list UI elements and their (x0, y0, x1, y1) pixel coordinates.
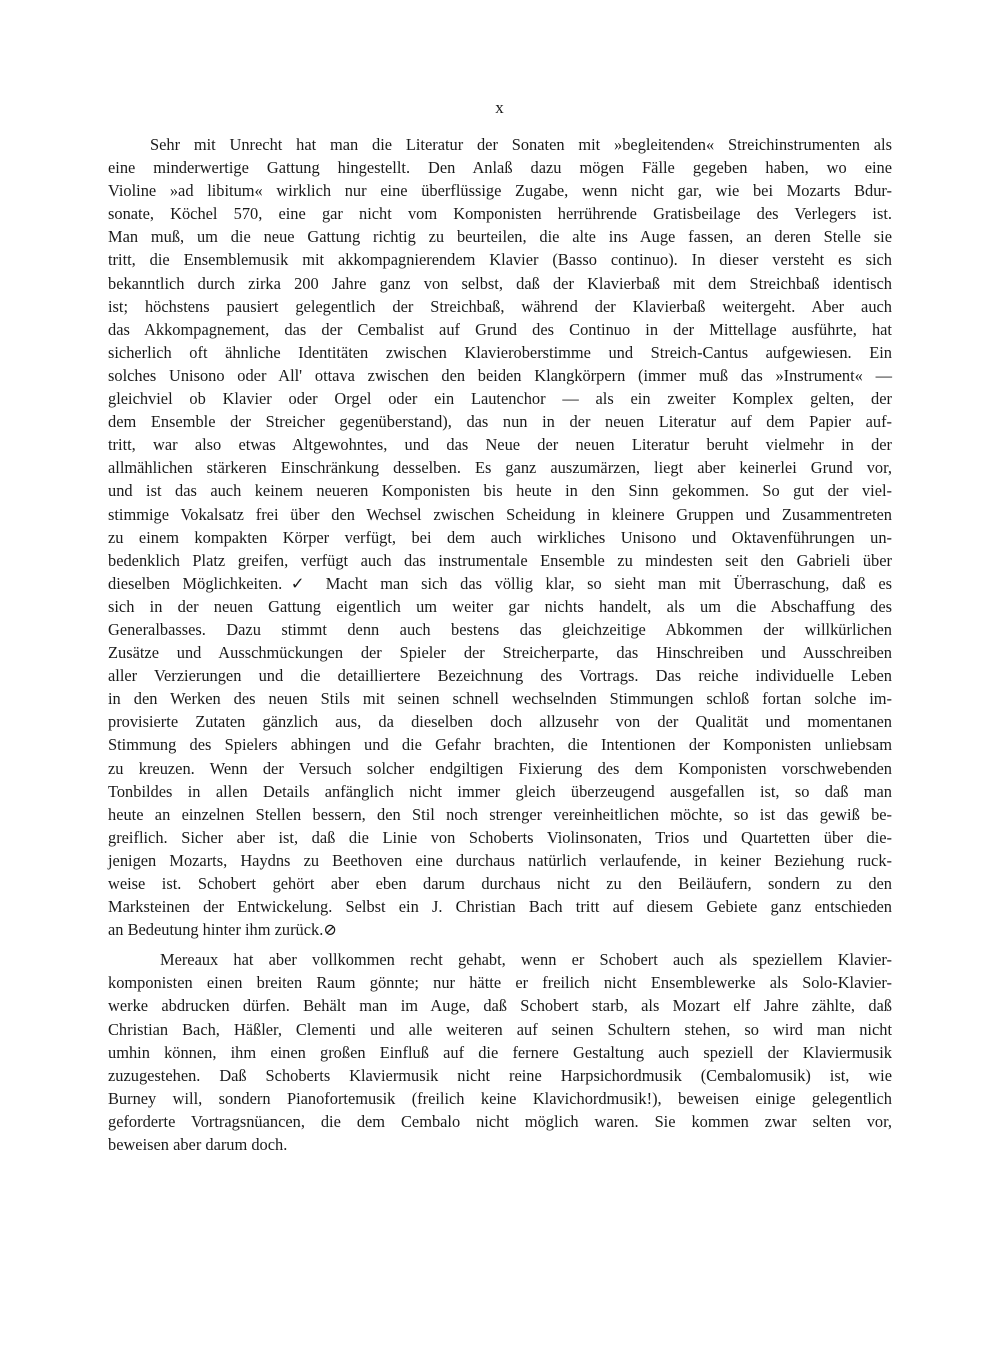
text-line: gleichviel ob Klavier oder Orgel oder ein Lautenchor — als ein zweiter Komplex gelten, der (108, 389, 892, 409)
text-line: zuzugestehen. Daß Schoberts Klaviermusik nicht reine Harpsichordmusik (Cembalomusik) ist, wie (108, 1065, 892, 1085)
text-line: komponisten einen breiten Raum gönnte; nur hätte er freilich nicht Ensemblewerke als Solo-Klavier- (108, 973, 892, 993)
text-line: werke abdrucken dürfen. Behält man im Auge, daß Schobert starb, als Mozart elf Jahre zählte, daß (108, 996, 892, 1016)
text-line: tritt, war also etwas Altgewohntes, und das Neue der neuen Literatur beruht vielmehr in der (108, 435, 892, 455)
text-line: tritt, die Ensemblemusik mit akkompagnierendem Klavier (Basso continuo). In dieser versteht es sich (108, 250, 892, 270)
text-line: dem Ensemble der Streicher gegenüberstand), das nun in der neuen Literatur auf dem Papier auf- (108, 412, 892, 432)
text-line: Tonbildes in allen Details anfänglich nicht immer gleich überzeugend ausgefallen ist, so daß man (108, 781, 892, 801)
text-line: allmählichen stärkeren Einschränkung desselben. Es ganz auszumärzen, liegt aber keinerlei Grund vor, (108, 458, 892, 478)
paragraph-spacer (108, 941, 892, 948)
text-line: und ist das auch keinem neueren Komponisten bis heute in den Sinn gekommen. So gut der viel- (108, 481, 892, 501)
text-line: greiflich. Sicher aber ist, daß die Linie von Schoberts Violinsonaten, Trios und Quartetten über die- (108, 827, 892, 847)
text-line: bekanntlich durch zirka 200 Jahre ganz von selbst, daß der Klavierbaß mit dem Streichbaß identisch (108, 273, 892, 293)
text-line: Generalbasses. Dazu stimmt denn auch bestens das gleichzeitige Abkommen der willkürlichen (108, 619, 892, 639)
text-line: heute an einzelnen Stellen bessern, den Stil noch strenger vereinheitlichen möchte, so ist das gewiß be- (108, 804, 892, 824)
text-line: beweisen aber darum doch. (108, 1135, 288, 1155)
text-line: stimmige Vokalsatz frei über den Wechsel zwischen Scheidung in kleinere Gruppen und Zusammentreten (108, 504, 892, 524)
text-line: in den Werken des neuen Stils mit seinen schnell wechselnden Stimmungen schloß fortan solche im- (108, 689, 892, 709)
paragraph-2 (108, 948, 892, 1156)
text-line: Mereaux hat aber vollkommen recht gehabt, wenn er Schobert auch als speziellem Klavier- (160, 950, 892, 970)
text-line: bedenklich Platz greifen, verfügt auch das instrumentale Ensemble zu mindesten seit den Gabrieli über (108, 550, 892, 570)
paragraph-1 (108, 133, 892, 941)
text-line: das Akkompagnement, das der Cembalist auf Grund des Continuo in der Mittellage ausführte, hat (108, 319, 892, 339)
text-line: an Bedeutung hinter ihm zurück.⊘ (108, 920, 338, 940)
text-line: Christian Bach, Häßler, Clementi und alle weiteren auf seinen Schultern stehen, so wird man nicht (108, 1019, 892, 1039)
body-text (108, 133, 892, 1156)
text-line: Violine »ad libitum« wirklich nur eine überflüssige Zugabe, wenn nicht gar, wie bei Mozarts Bdur- (108, 181, 892, 201)
text-line: provisierte Zutaten gänzlich aus, da dieselben doch allzusehr von der Qualität und momentanen (108, 712, 892, 732)
text-line: jenigen Mozarts, Haydns zu Beethoven eine durchaus natürlich verlaufende, in keiner Beziehung ruck- (108, 850, 892, 870)
text-line: solches Unisono oder All' ottava zwischen den beiden Klangkörpern (immer muß das »Instrument« — (108, 365, 892, 385)
text-line: geforderte Vortragsnüancen, die dem Cembalo nicht möglich waren. Sie kommen zwar selten vor, (108, 1111, 892, 1131)
text-line: zu einem kompakten Körper verfügt, bei dem auch wirkliches Unisono und Oktavenführungen un- (108, 527, 892, 547)
text-line: Zusätze und Ausschmückungen der Spieler der Streicherparte, das Hinschreiben und Ausschreiben (108, 643, 892, 663)
text-line: Stimmung des Spielers abhingen und die Gefahr brachten, die Intentionen der Komponisten unliebsam (108, 735, 892, 755)
text-line: sicherlich oft ähnliche Identitäten zwischen Klavieroberstimme und Streich-Cantus aufgewiesen. Ein (108, 342, 892, 362)
page-number: x (495, 98, 505, 117)
text-line: weise ist. Schobert gehört aber eben darum durchaus nicht zu den Beiläufern, sondern zu den (108, 874, 892, 893)
text-line: sich in der neuen Gattung eigentlich um weiter gar nichts handelt, als um die Abschaffung des (108, 596, 892, 616)
text-line: Marksteinen der Entwickelung. Selbst ein J. Christian Bach tritt auf diesem Gebiete ganz entschieden (108, 897, 892, 917)
text-line: Man muß, um die neue Gattung richtig zu beurteilen, die alte ins Auge fassen, an deren Stelle sie (108, 227, 892, 247)
text-line: eine minderwertige Gattung hingestellt. Den Anlaß dazu mögen Fälle gegeben haben, wo eine (108, 158, 892, 178)
text-line: zu kreuzen. Wenn der Versuch solcher endgiltigen Fixierung des dem Komponisten vorschwebenden (108, 758, 892, 778)
text-line: umhin können, ihm einen großen Einfluß auf die fernere Gestaltung auch speziell der Klaviermusik (108, 1042, 892, 1062)
text-line: sonate, Köchel 570, eine gar nicht vom Komponisten herrührende Gratisbeilage des Verlegers ist. (108, 204, 892, 224)
text-line: Sehr mit Unrecht hat man die Literatur der Sonaten mit »begleitenden« Streichinstrumenten als (150, 135, 892, 154)
text-line: ist; höchstens pausiert gelegentlich der Streichbaß, während der Klavierbaß weitergeht. Aber auch (108, 296, 892, 316)
text-line: dieselben Möglichkeiten.✓ Macht man sich das völlig klar, so sieht man mit Überraschung, daß es (108, 573, 892, 593)
text-line: Burney will, sondern Pianofortemusik (freilich keine Klavichordmusik!), beweisen einige gelegentlich (108, 1088, 892, 1108)
text-line: aller Verzierungen und die detailliertere Bezeichnung des Vortrags. Das reiche individuelle Leben (108, 666, 892, 686)
